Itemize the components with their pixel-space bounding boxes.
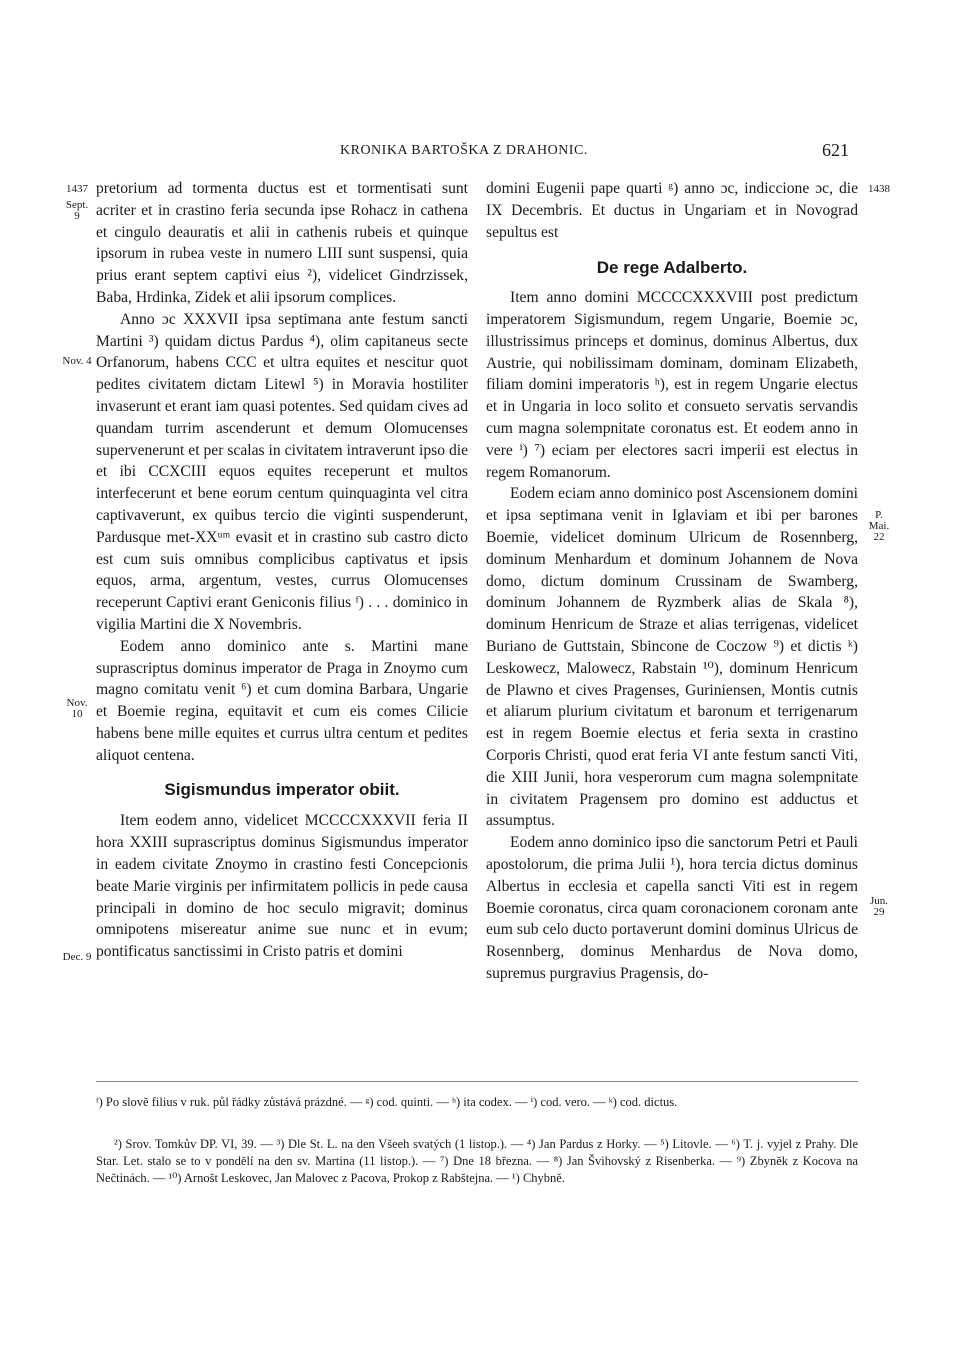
left-column bbox=[96, 178, 468, 963]
paragraph: Item anno domini MCCCCXXXVIII post predictum imperatorem Sigismundum, regem Ungarie, Boemie ɔc, illustrissimus princeps et dominus, dominus Albertus, dux Austrie, qui nobilissimam dominam, dominam Elizabeth, filiam domini imperatoris ʰ), est in regem Ungarie electus et in Ungaria in loco solito et consueto servatis servandis cum magna solempnitate coronatus est. Et eodem anno in vere ⁱ) ⁷) eciam per electores sacri imperii est electus in regem Romanorum. bbox=[486, 289, 858, 481]
textual-footnotes bbox=[96, 1094, 858, 1111]
footnote-divider bbox=[96, 1081, 858, 1082]
paragraph: Item eodem anno, videlicet MCCCCXXXVII feria II hora XXIII suprascriptus dominus Sigismundus imperator in eadem civitate Znoymo in crastino festi Concepcionis beate Marie virginis per infirmitatem pollicis in pede causa principali in domino de hoc seculo migravit; dominus omnipotens misereatur anime sue nunc et in evum; pontificatus sanctissimi in Cristo patris et domini bbox=[96, 812, 468, 961]
paragraph: Anno ɔc XXXVII ipsa septimana ante festum sancti Martini ³) quidam dictus Pardus ⁴), olim capitaneus secte Orfanorum, habens CCC et ultra equites et nescitur quot pedites civitatem dictam Litewl ⁵) in Moravia hostiliter invaserunt et erant iam quasi potentes. Sed quidam cives ad quandam turrim ascenderunt et demum Olomucenses supervenerunt et per scalas in civitatem intraverunt ipso die et ibi CCXCIII equos equites receperunt et multos interfecerunt et bene eorum centum quinquaginta vel citra captivaverunt, ex quibus tercio die viginti suspenderunt, Pardusque met-XXᵘᵐ evasit et in crastino sub castro dicto est cum suis omnibus complicibus captivatus et ipsis equos, arma, argentum, vestes, currus Olomucenses receperunt Captivi erant Geniconis filius ᶠ) . . . dominico in vigilia Martini die X Novembris. bbox=[96, 310, 468, 633]
margin-date-jun29: Jun. 29 bbox=[869, 895, 889, 918]
margin-date-mai22: P. Mai. 22 bbox=[868, 509, 890, 543]
page-number: 621 bbox=[822, 140, 849, 160]
footnote-text: ᶠ) Po slově filius v ruk. půl řádky zůstává prázdné. — ᵍ) cod. quinti. — ʰ) ita codex. — ⁱ) cod. vero. — ᵏ) cod. dictus. bbox=[96, 1095, 678, 1109]
historical-footnotes bbox=[96, 1136, 858, 1187]
margin-date-dec9: Dec. 9 bbox=[62, 951, 92, 963]
section-heading-adalberto: De rege Adalberto. bbox=[596, 258, 748, 278]
margin-date-sept9: Sept. 9 bbox=[65, 199, 89, 222]
margin-date-nov10: Nov. 10 bbox=[66, 697, 88, 720]
paragraph: pretorium ad tormenta ductus est et tormentisati sunt acriter et in crastino feria secunda ipse Rohacz in cathena et cingulo deauratis et alii in cathenis rubeis et quinque ipsorum in rubea veste in numero LIII sunt suspensi, quia prius erant septem captivi eius ²), videlicet Gindrzissek, Baba, Hrdinka, Zidek et alii ipsorum complices. bbox=[96, 180, 468, 306]
paragraph: Eodem anno dominico ipso die sanctorum Petri et Pauli apostolorum, die prima Julii ¹), hora tercia dictus dominus Albertus in ecclesia et capella sancti Viti est in regem Boemie coronatus, circa quam coronacionem coronam ante eum sub celo ducto portaverunt domini dominus Ulricus de Rosennberg, dominus Menhardus de Nova domo, supremus purgravius Pragensis, do- bbox=[486, 834, 858, 982]
paragraph: domini Eugenii pape quarti ᵍ) anno ɔc, indiccione ɔc, die IX Decembris. Et ductus in Ungariam et in Novograd sepultus est bbox=[486, 180, 858, 241]
paragraph: Eodem eciam anno dominico post Ascensionem domini et ipsa septimana venit in Iglaviam et ibi per barones Boemie, videlicet dominum Ulricum de Rosennberg, dominum Menhardum et dominum Johannem de Nova domo, dictum dominum Crussinam de Swamberg, dominum Johannem de Ryzmberk alias de Skala ⁸), dominum Henricum de Straze et alias terrigenas, videlicet Buriano de Guttstain, Sbincone de Coczow ⁹) et dictis ᵏ) Leskowecz, Malowecz, Rabstain ¹⁰), dominum Henricum de Plawno et cives Pragenses, Guriniensen, Montis cutnis et aliarum plurium civitatum et baronum et terrigenarum est in regem Boemie electus et feria sexta in crastino Corporis Christi, quod erat feria VI ante festum sancti Viti, die XIII Junii, hora vesperorum cum magna solempnitate in civitatem Pragensem pro domino est adductus et assumptus. bbox=[486, 485, 858, 830]
section-heading-sigismundus: Sigismundus imperator obiit. bbox=[164, 779, 400, 799]
margin-date-nov4: Nov. 4 bbox=[62, 355, 92, 367]
paragraph: Eodem anno dominico ante s. Martini mane suprascriptus dominus imperator de Praga in Znoymo cum magno comitatu venit ⁶) et cum domina Barbara, Ungarie et Boemie regina, equitavit et cum eis comes Cilicie habens bene mille equites et currus ultra centum et pedites aliquot centena. bbox=[96, 637, 468, 764]
right-column bbox=[486, 178, 858, 985]
margin-year-left: 1437 bbox=[66, 183, 88, 195]
footnote-text: ²) Srov. Tomkův DP. VI, 39. — ³) Dle St. L. na den Všeeh svatých (1 listop.). — ⁴) Jan Pardus z Horky. — ⁵) Litovle. — ⁶) T. j. vyjel z Prahy. Dle Star. Let. stalo se to v pondělí na den sv. Martina (11 listop.). — ⁷) Dne 18 března. — ⁸) Jan Švihovský z Risenberka. — ⁹) Zbyněk z Kocova na Nečtinách. — ¹⁰) Arnošt Leskovec, Jan Malovec z Pacova, Prokop z Rabštejna. — ¹) Chybně. bbox=[96, 1137, 858, 1185]
margin-year-right: 1438 bbox=[868, 183, 890, 195]
running-title: KRONIKA BARTOŠKA Z DRAHONIC. bbox=[340, 143, 588, 158]
